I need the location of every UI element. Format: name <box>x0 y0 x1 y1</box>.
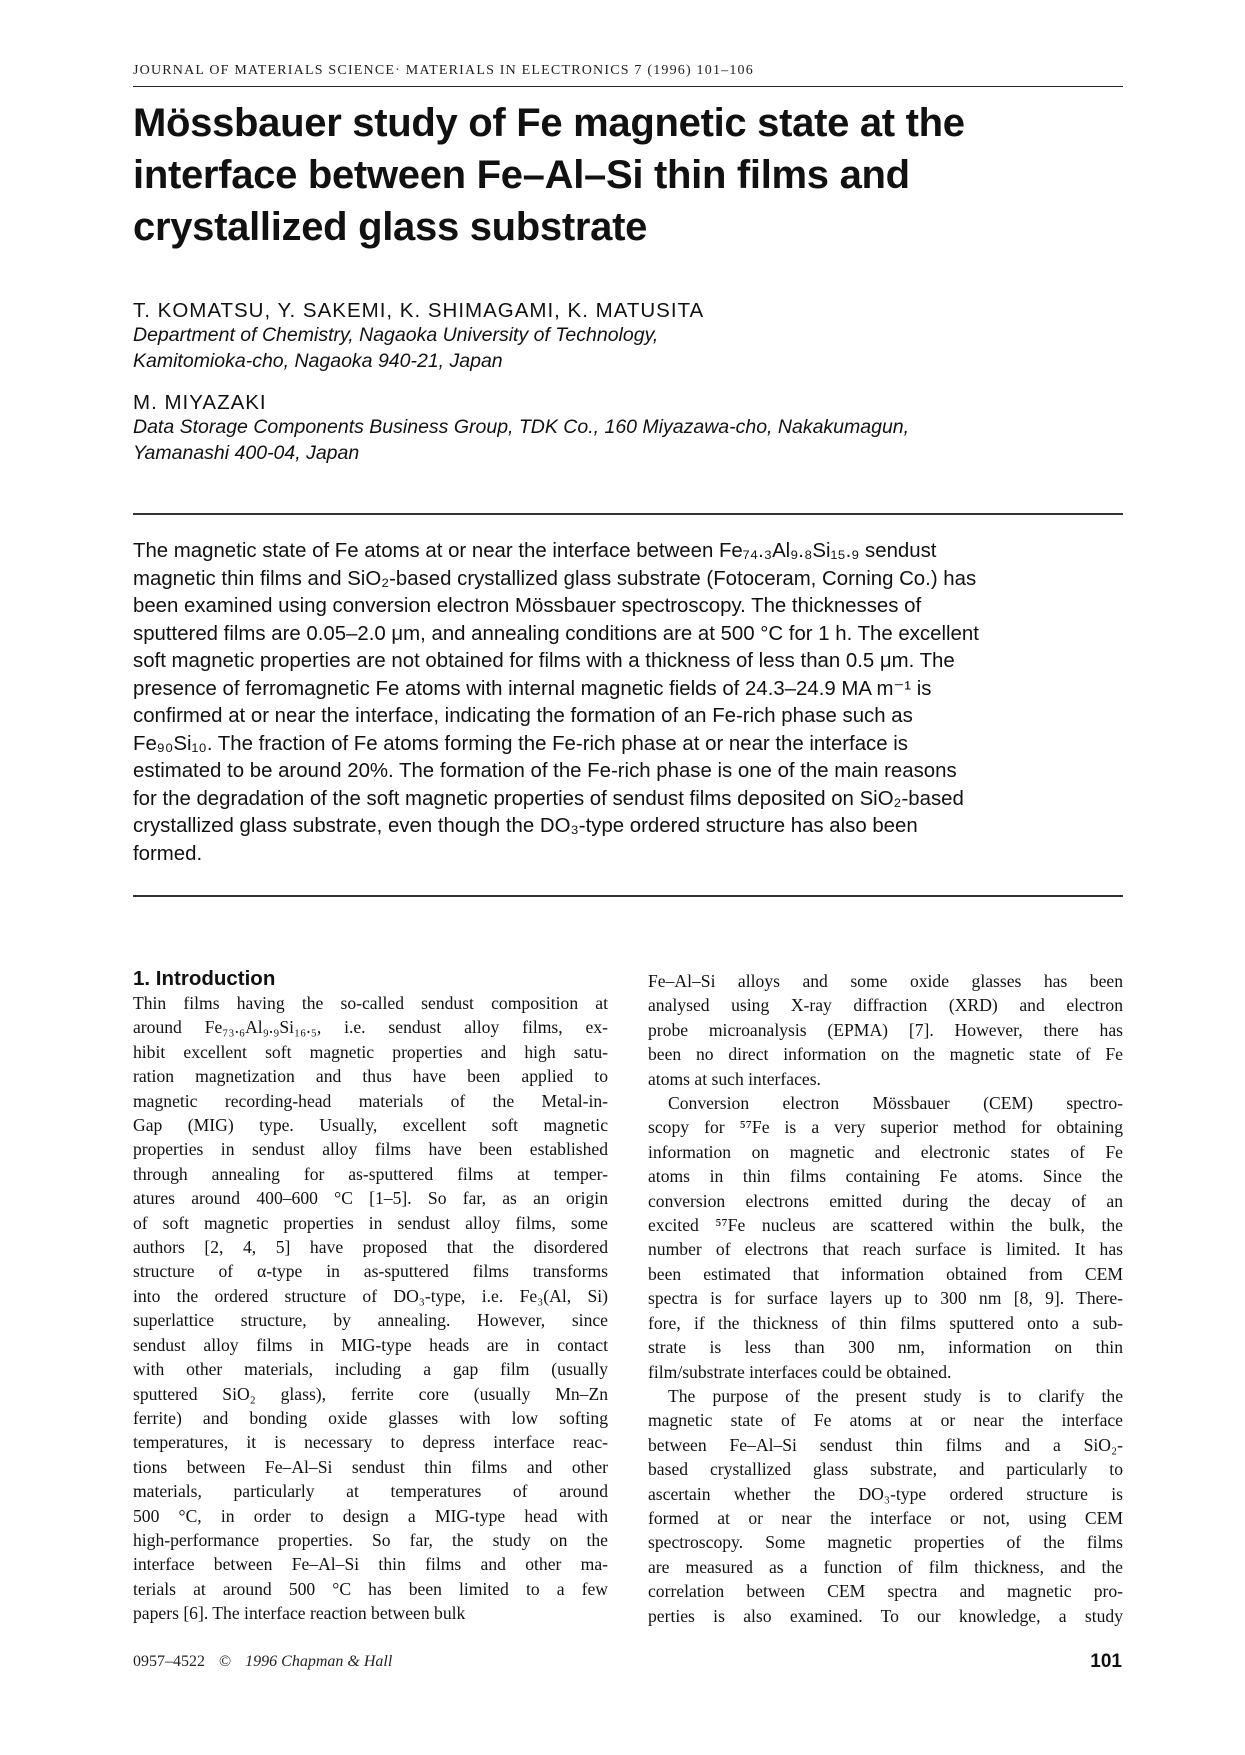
abstract-line: Fe₉₀Si₁₀. The fraction of Fe atoms forming the Fe-rich phase at or near the interface is <box>133 732 908 755</box>
body-text-line: sendust alloy films in MIG-type heads are in contact <box>133 1334 608 1355</box>
abstract <box>133 538 1123 868</box>
section-heading: 1. Introduction <box>133 967 276 990</box>
abstract-line: crystallized glass substrate, even though the DO₃-type ordered structure has also been <box>133 815 918 837</box>
left-column <box>133 991 608 1626</box>
body-text-line: conversion electrons emitted during the decay of an <box>648 1190 1123 1211</box>
body-text-line: with other materials, including a gap film (usually <box>133 1359 608 1380</box>
body-text-line: atoms at such interfaces. <box>648 1068 821 1089</box>
abstract-line: magnetic thin films and SiO₂-based crystallized glass substrate (Fotoceram, Corning Co.) has <box>133 567 977 590</box>
body-text-line: number of electrons that reach surface is limited. It has <box>648 1239 1123 1260</box>
body-text-line: atures around 400–600 °C [1–5]. So far, as an origin <box>133 1188 608 1209</box>
body-text-line: ferrite) and bonding oxide glasses with low softing <box>133 1407 608 1428</box>
abstract-top-rule <box>133 513 1123 515</box>
body-text-line: around Fe₇₃.₆Al₉.₉Si₁₆.₅, i.e. sendust alloy films, ex- <box>133 1017 608 1038</box>
body-text-line: correlation between CEM spectra and magnetic pro- <box>648 1581 1123 1602</box>
body-text-line: of soft magnetic properties in sendust alloy films, some <box>133 1212 608 1233</box>
body-text-line: information on magnetic and electronic states of Fe <box>648 1141 1123 1162</box>
body-text-line: 500 °C, in order to design a MIG-type head with <box>133 1505 608 1526</box>
abstract-line: presence of ferromagnetic Fe atoms with internal magnetic fields of 24.3–24.9 MA m⁻¹ is <box>133 677 932 700</box>
body-text-line: been no direct information on the magnetic state of Fe <box>648 1044 1123 1065</box>
abstract-line: for the degradation of the soft magnetic properties of sendust films deposited on SiO₂-based <box>133 787 964 810</box>
affiliation-line: Kamitomioka-cho, Nagaoka 940-21, Japan <box>133 350 503 372</box>
body-text-line: into the ordered structure of DO₃-type, i.e. Fe₃(Al, Si) <box>133 1285 608 1306</box>
body-text-line: perties is also examined. To our knowledge, a study <box>648 1605 1123 1626</box>
publisher: 1996 Chapman & Hall <box>245 1653 393 1670</box>
body-text-line: magnetic recording-head materials of the Metal-in- <box>133 1090 608 1111</box>
body-text-line: papers [6]. The interface reaction between bulk <box>133 1603 466 1624</box>
body-text-line: Fe–Al–Si alloys and some oxide glasses has been <box>648 971 1123 991</box>
author-list-2: M. MIYAZAKI <box>133 391 267 414</box>
title-line: interface between Fe–Al–Si thin films and <box>133 153 910 197</box>
body-text-line: magnetic state of Fe atoms at or near the interface <box>648 1410 1123 1431</box>
body-text-line: between Fe–Al–Si sendust thin films and a SiO₂- <box>648 1434 1123 1455</box>
body-text-line: structure of α-type in as-sputtered films transforms <box>133 1261 608 1282</box>
body-text-line: authors [2, 4, 5] have proposed that the disordered <box>133 1237 608 1258</box>
abstract-line: been examined using conversion electron Mössbauer spectroscopy. The thicknesses of <box>133 595 922 617</box>
body-text-line: probe microanalysis (EPMA) [7]. However, there has <box>648 1019 1123 1040</box>
body-text-line: terials at around 500 °C has been limited to a few <box>133 1578 608 1599</box>
body-text-line: strate is less than 300 nm, information on thin <box>648 1337 1123 1358</box>
body-text-line: Conversion electron Mössbauer (CEM) spectro- <box>668 1093 1123 1114</box>
affiliation-2 <box>133 414 909 466</box>
abstract-line: estimated to be around 20%. The formation of the Fe-rich phase is one of the main reasons <box>133 760 957 782</box>
abstract-line: sputtered films are 0.05–2.0 μm, and annealing conditions are at 500 °C for 1 h. The excellent <box>133 622 979 645</box>
article-title <box>133 97 1093 253</box>
body-text-line: fore, if the thickness of thin films sputtered onto a sub- <box>648 1312 1123 1333</box>
body-text-line: scopy for ⁵⁷Fe is a very superior method for obtaining <box>648 1117 1123 1138</box>
body-text-line: superlattice structure, by annealing. However, since <box>133 1310 608 1331</box>
body-text-line: excited ⁵⁷Fe nucleus are scattered within the bulk, the <box>648 1215 1123 1236</box>
body-text-line: are measured as a function of film thickness, and the <box>648 1556 1123 1577</box>
body-text-line: ration magnetization and thus have been applied to <box>133 1066 608 1087</box>
right-column <box>648 969 1123 1628</box>
abstract-line: soft magnetic properties are not obtained for films with a thickness of less than 0.5 μm. The <box>133 650 955 672</box>
header-rule <box>133 86 1123 87</box>
affiliation-1 <box>133 322 658 374</box>
abstract-line: formed. <box>133 842 203 865</box>
abstract-bottom-rule <box>133 895 1123 897</box>
copyright-symbol: © <box>219 1653 232 1670</box>
body-text-line: spectroscopy. Some magnetic properties of the films <box>648 1532 1123 1553</box>
abstract-line: The magnetic state of Fe atoms at or near the interface between Fe₇₄.₃Al₉.₈Si₁₅.₉ sendust <box>133 540 937 562</box>
running-head: JOURNAL OF MATERIALS SCIENCE· MATERIALS IN ELECTRONICS 7 (1996) 101–106 <box>133 63 754 78</box>
body-text-line: Thin films having the so-called sendust composition at <box>133 993 608 1013</box>
body-text-line: formed at or near the interface or not, using CEM <box>648 1507 1123 1528</box>
affiliation-line: Data Storage Components Business Group, TDK Co., 160 Miyazawa-cho, Nakakumagun, <box>133 416 910 438</box>
body-text-line: tions between Fe–Al–Si sendust thin films and other <box>133 1456 608 1477</box>
body-text-line: atoms in thin films containing Fe atoms. Since the <box>648 1166 1123 1187</box>
body-text-line: hibit excellent soft magnetic properties and high satu- <box>133 1041 608 1062</box>
body-text-line: interface between Fe–Al–Si thin films and other ma- <box>133 1554 608 1575</box>
body-text-line: sputtered SiO₂ glass), ferrite core (usually Mn–Zn <box>133 1383 608 1404</box>
body-text-line: temperatures, it is necessary to depress interface reac- <box>133 1432 608 1453</box>
body-text-line: spectra is for surface layers up to 300 nm [8, 9]. There- <box>648 1288 1123 1309</box>
body-text-line: film/substrate interfaces could be obtained. <box>648 1361 952 1382</box>
body-text-line: ascertain whether the DO₃-type ordered structure is <box>648 1483 1123 1504</box>
footer <box>133 1653 392 1671</box>
title-line: Mössbauer study of Fe magnetic state at the <box>133 101 965 145</box>
affiliation-line: Department of Chemistry, Nagaoka University of Technology, <box>133 324 659 346</box>
page-number: 101 <box>1090 1651 1122 1672</box>
body-text-line: The purpose of the present study is to clarify the <box>668 1385 1123 1406</box>
body-text-line: analysed using X-ray diffraction (XRD) and electron <box>648 995 1123 1016</box>
body-text-line: properties in sendust alloy films have been established <box>133 1139 608 1160</box>
body-text-line: through annealing for as-sputtered films at temper- <box>133 1163 608 1184</box>
title-line: crystallized glass substrate <box>133 205 648 249</box>
issn: 0957–4522 <box>133 1653 205 1670</box>
abstract-line: confirmed at or near the interface, indicating the formation of an Fe-rich phase such as <box>133 705 913 727</box>
body-text-line: high-performance properties. So far, the study on the <box>133 1529 608 1550</box>
body-text-line: based crystallized glass substrate, and particularly to <box>648 1459 1123 1480</box>
body-text-line: been estimated that information obtained from CEM <box>648 1263 1123 1284</box>
author-list-1: T. KOMATSU, Y. SAKEMI, K. SHIMAGAMI, K. MATUSITA <box>133 299 705 322</box>
affiliation-line: Yamanashi 400-04, Japan <box>133 442 360 464</box>
body-text-line: Gap (MIG) type. Usually, excellent soft magnetic <box>133 1115 608 1136</box>
body-text-line: materials, particularly at temperatures of around <box>133 1481 608 1502</box>
